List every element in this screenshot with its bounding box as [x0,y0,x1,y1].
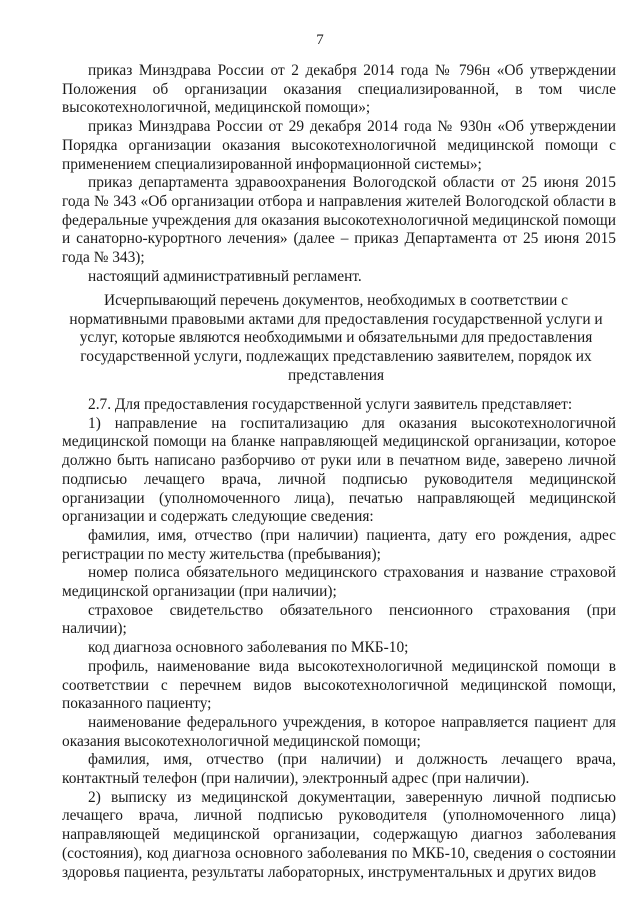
clause-sub-item: страховое свидетельство обязательного пенсионного страхования (при наличии); [62,601,616,638]
clause-sub-item: фамилия, имя, отчество (при наличии) пациента, дату его рождения, адрес регистрации по месту жительства (пребывания); [62,526,616,563]
clause-sub-item: код диагноза основного заболевания по МКБ-10; [88,639,409,657]
legal-basis-item: приказ Минздрава России от 2 декабря 2014 года № 796н «Об утверждении Положения об организации оказания специализированной, в том числе высокотехнологичной, медицинской помощи»; [62,62,616,117]
section-heading: Исчерпывающий перечень документов, необходимых в соответствии с нормативными правовыми актами для предоставления государственной услуги и услуг, которые являются необходимыми и обязательными для предоставления государственной услуги, подлежащих представлению заявителем, порядок их представления [69,292,603,384]
clause-item-1: 1) направление на госпитализацию для оказания высокотехнологичной медицинской помощи на бланке направляющей медицинской организации, которое должно быть написано разборчиво от руки или в печатном виде, заверено личной подписью лечащего врача, личной подписью руководителя медицинской организации (уполномоченного лица), печатью направляющей медицинской организации и содержать следующие сведения: [62,414,616,526]
clause-2-7 [62,396,616,882]
clause-sub-item: номер полиса обязательного медицинского страхования и название страховой медицинской организации (при наличии); [62,564,616,601]
clause-sub-item: профиль, наименование вида высокотехнологичной медицинской помощи в соответствии с перечнем видов высокотехнологичной медицинской помощи, показанного пациенту; [62,657,616,713]
clause-item-2: 2) выписку из медицинской документации, заверенную личной подписью лечащего врача, личной подписью руководителя (уполномоченного лица) направляющей медицинской организации, содержащую диагноз заболевания (состояния), код диагноза основного заболевания по МКБ-10, сведения о состоянии здоровья пациента, результаты лабораторных, инструментальных и других видов [62,788,616,881]
legal-basis-item: приказ Минздрава России от 29 декабря 2014 года № 930н «Об утверждении Порядка организации оказания высокотехнологичной медицинской помощи с применением специализированной информационной системы»; [62,118,616,173]
clause-sub-item: фамилия, имя, отчество (при наличии) и должность лечащего врача, контактный телефон (при наличии), электронный адрес (при наличии). [62,751,616,788]
clause-intro: 2.7. Для предоставления государственной услуги заявитель представляет: [88,396,573,413]
legal-bases-list [62,62,616,286]
legal-basis-item: настоящий административный регламент. [88,267,362,285]
clause-sub-item: наименование федерального учреждения, в которое направляется пациент для оказания высокотехнологичной медицинской помощи; [62,713,616,750]
page-number: 7 [316,32,324,48]
legal-basis-item: приказ департамента здравоохранения Вологодской области от 25 июня 2015 года № 343 «Об организации отбора и направления жителей Вологодской области в федеральные учреждения для оказания высокотехнологичной медицинской помощи и санаторно-курортного лечения» (далее – приказ Департамента от 25 июня 2015 года № 343); [62,174,616,267]
